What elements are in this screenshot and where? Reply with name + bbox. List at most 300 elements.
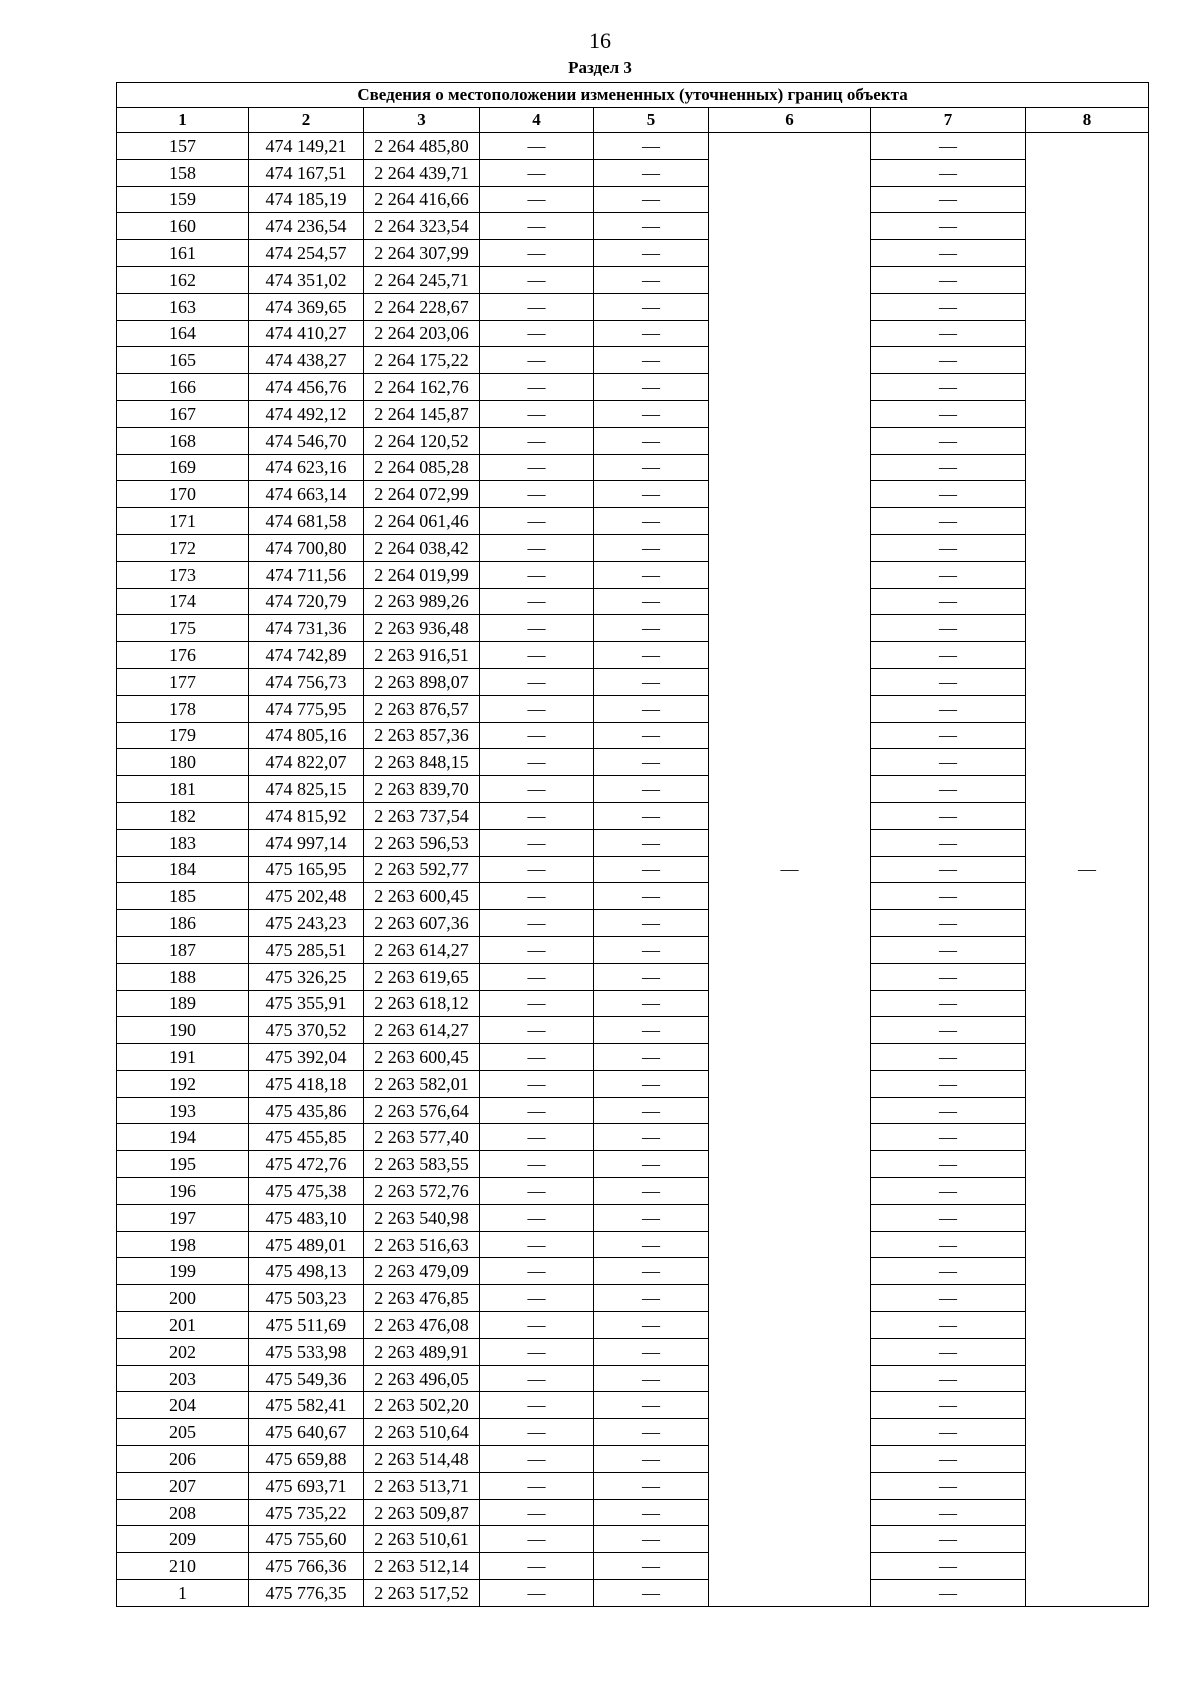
point-number-cell: 198 <box>117 1231 249 1258</box>
column-7-cell: — <box>871 454 1026 481</box>
column-7-cell: — <box>871 1526 1026 1553</box>
coordinate-y-cell: 2 263 583,55 <box>364 1151 480 1178</box>
table-row <box>117 1044 1149 1071</box>
column-7-cell: — <box>871 1285 1026 1312</box>
point-number-cell: 179 <box>117 722 249 749</box>
column-7-cell: — <box>871 133 1026 160</box>
coordinate-x-cell: 474 546,70 <box>249 427 364 454</box>
coordinate-x-cell: 475 243,23 <box>249 910 364 937</box>
column-4-cell: — <box>480 802 594 829</box>
coordinate-y-cell: 2 263 614,27 <box>364 936 480 963</box>
point-number-cell: 201 <box>117 1312 249 1339</box>
column-7-cell: — <box>871 240 1026 267</box>
column-4-cell: — <box>480 1070 594 1097</box>
column-4-cell: — <box>480 1392 594 1419</box>
coordinate-y-cell: 2 264 228,67 <box>364 293 480 320</box>
point-number-cell: 181 <box>117 776 249 803</box>
point-number-cell: 194 <box>117 1124 249 1151</box>
coordinate-y-cell: 2 264 085,28 <box>364 454 480 481</box>
table-row <box>117 213 1149 240</box>
column-7-cell: — <box>871 320 1026 347</box>
column-7-cell: — <box>871 1446 1026 1473</box>
column-4-cell: — <box>480 668 594 695</box>
column-7-cell: — <box>871 1338 1026 1365</box>
column-5-cell: — <box>594 534 709 561</box>
table-row <box>117 186 1149 213</box>
coordinate-x-cell: 474 711,56 <box>249 561 364 588</box>
column-4-cell: — <box>480 1231 594 1258</box>
column-header-row <box>117 108 1149 133</box>
point-number-cell: 190 <box>117 1017 249 1044</box>
column-7-cell: — <box>871 668 1026 695</box>
table-caption-row <box>117 83 1149 108</box>
coordinate-y-cell: 2 264 019,99 <box>364 561 480 588</box>
coordinate-x-cell: 475 370,52 <box>249 1017 364 1044</box>
column-7-cell: — <box>871 534 1026 561</box>
coordinate-x-cell: 475 640,67 <box>249 1419 364 1446</box>
column-header: 7 <box>871 108 1026 133</box>
coordinate-x-cell: 474 756,73 <box>249 668 364 695</box>
table-row <box>117 534 1149 561</box>
column-5-cell: — <box>594 1446 709 1473</box>
coordinate-x-cell: 474 167,51 <box>249 159 364 186</box>
column-7-cell: — <box>871 1553 1026 1580</box>
table-row <box>117 1553 1149 1580</box>
coordinate-y-cell: 2 263 876,57 <box>364 695 480 722</box>
coordinate-y-cell: 2 264 203,06 <box>364 320 480 347</box>
column-7-cell: — <box>871 1044 1026 1071</box>
table-row <box>117 266 1149 293</box>
column-4-cell: — <box>480 1097 594 1124</box>
coordinate-y-cell: 2 264 485,80 <box>364 133 480 160</box>
table-row <box>117 883 1149 910</box>
column-4-cell: — <box>480 1124 594 1151</box>
table-caption: Сведения о местоположении измененных (уточненных) границ объекта <box>117 83 1149 108</box>
column-4-cell: — <box>480 722 594 749</box>
table-row <box>117 668 1149 695</box>
coordinate-x-cell: 474 731,36 <box>249 615 364 642</box>
coordinate-x-cell: 474 254,57 <box>249 240 364 267</box>
boundary-coordinates-table <box>116 82 1149 1607</box>
column-4-cell: — <box>480 1258 594 1285</box>
column-7-cell: — <box>871 159 1026 186</box>
coordinate-y-cell: 2 263 510,61 <box>364 1526 480 1553</box>
column-5-cell: — <box>594 642 709 669</box>
table-row <box>117 615 1149 642</box>
column-5-cell: — <box>594 1204 709 1231</box>
coordinate-y-cell: 2 264 307,99 <box>364 240 480 267</box>
coordinate-y-cell: 2 263 592,77 <box>364 856 480 883</box>
column-4-cell: — <box>480 561 594 588</box>
coordinate-x-cell: 475 165,95 <box>249 856 364 883</box>
coordinate-y-cell: 2 263 489,91 <box>364 1338 480 1365</box>
coordinate-y-cell: 2 264 072,99 <box>364 481 480 508</box>
coordinate-x-cell: 475 755,60 <box>249 1526 364 1553</box>
coordinate-x-cell: 474 822,07 <box>249 749 364 776</box>
coordinate-y-cell: 2 263 600,45 <box>364 1044 480 1071</box>
column-4-cell: — <box>480 695 594 722</box>
column-7-cell: — <box>871 1312 1026 1339</box>
column-5-cell: — <box>594 240 709 267</box>
coordinate-y-cell: 2 264 175,22 <box>364 347 480 374</box>
coordinate-x-cell: 475 582,41 <box>249 1392 364 1419</box>
column-7-cell: — <box>871 1231 1026 1258</box>
column-5-cell: — <box>594 856 709 883</box>
column-7-cell: — <box>871 615 1026 642</box>
coordinate-y-cell: 2 263 614,27 <box>364 1017 480 1044</box>
column-7-cell: — <box>871 883 1026 910</box>
table-row <box>117 400 1149 427</box>
column-5-cell: — <box>594 481 709 508</box>
coordinate-y-cell: 2 263 619,65 <box>364 963 480 990</box>
column-5-cell: — <box>594 776 709 803</box>
column-4-cell: — <box>480 1419 594 1446</box>
table-row <box>117 1446 1149 1473</box>
column-7-cell: — <box>871 695 1026 722</box>
table-row <box>117 508 1149 535</box>
column-5-cell: — <box>594 1392 709 1419</box>
column-5-cell: — <box>594 186 709 213</box>
coordinate-y-cell: 2 263 512,14 <box>364 1553 480 1580</box>
point-number-cell: 160 <box>117 213 249 240</box>
coordinate-x-cell: 474 351,02 <box>249 266 364 293</box>
point-number-cell: 171 <box>117 508 249 535</box>
table-row <box>117 1017 1149 1044</box>
column-5-cell: — <box>594 561 709 588</box>
column-5-cell: — <box>594 159 709 186</box>
coordinate-x-cell: 474 825,15 <box>249 776 364 803</box>
table-row <box>117 1204 1149 1231</box>
column-7-cell: — <box>871 481 1026 508</box>
column-5-cell: — <box>594 1151 709 1178</box>
point-number-cell: 177 <box>117 668 249 695</box>
column-5-cell: — <box>594 1097 709 1124</box>
table-row <box>117 159 1149 186</box>
table-row <box>117 1151 1149 1178</box>
coordinate-y-cell: 2 264 145,87 <box>364 400 480 427</box>
coordinate-y-cell: 2 263 576,64 <box>364 1097 480 1124</box>
column-7-cell: — <box>871 427 1026 454</box>
point-number-cell: 184 <box>117 856 249 883</box>
table-row <box>117 481 1149 508</box>
column-4-cell: — <box>480 1472 594 1499</box>
column-header: 4 <box>480 108 594 133</box>
column-5-cell: — <box>594 1338 709 1365</box>
column-5-cell: — <box>594 266 709 293</box>
coordinate-x-cell: 475 326,25 <box>249 963 364 990</box>
column-7-cell: — <box>871 1392 1026 1419</box>
point-number-cell: 185 <box>117 883 249 910</box>
coordinate-x-cell: 475 549,36 <box>249 1365 364 1392</box>
column-4-cell: — <box>480 427 594 454</box>
table-row <box>117 1258 1149 1285</box>
column-4-cell: — <box>480 347 594 374</box>
column-5-cell: — <box>594 695 709 722</box>
coordinate-x-cell: 475 355,91 <box>249 990 364 1017</box>
table-row <box>117 1580 1149 1607</box>
column-5-cell: — <box>594 1258 709 1285</box>
column-header: 6 <box>709 108 871 133</box>
column-7-cell: — <box>871 293 1026 320</box>
column-4-cell: — <box>480 883 594 910</box>
column-5-cell: — <box>594 133 709 160</box>
column-4-cell: — <box>480 1365 594 1392</box>
point-number-cell: 183 <box>117 829 249 856</box>
column-7-cell: — <box>871 588 1026 615</box>
coordinate-x-cell: 475 659,88 <box>249 1446 364 1473</box>
column-4-cell: — <box>480 508 594 535</box>
table-row <box>117 293 1149 320</box>
coordinate-y-cell: 2 263 510,64 <box>364 1419 480 1446</box>
coordinate-y-cell: 2 263 582,01 <box>364 1070 480 1097</box>
coordinate-y-cell: 2 263 936,48 <box>364 615 480 642</box>
column-7-cell: — <box>871 186 1026 213</box>
column-5-cell: — <box>594 963 709 990</box>
table-row <box>117 1472 1149 1499</box>
coordinate-x-cell: 474 663,14 <box>249 481 364 508</box>
column-7-cell: — <box>871 561 1026 588</box>
coordinate-y-cell: 2 263 514,48 <box>364 1446 480 1473</box>
column-5-cell: — <box>594 668 709 695</box>
column-4-cell: — <box>480 1204 594 1231</box>
table-row <box>117 1419 1149 1446</box>
table-row <box>117 749 1149 776</box>
column-7-cell: — <box>871 1258 1026 1285</box>
column-7-cell: — <box>871 400 1026 427</box>
column-7-cell: — <box>871 829 1026 856</box>
coordinate-y-cell: 2 264 245,71 <box>364 266 480 293</box>
table-row <box>117 427 1149 454</box>
column-5-cell: — <box>594 1312 709 1339</box>
column-5-cell: — <box>594 722 709 749</box>
column-5-cell: — <box>594 508 709 535</box>
column-4-cell: — <box>480 1312 594 1339</box>
point-number-cell: 192 <box>117 1070 249 1097</box>
point-number-cell: 172 <box>117 534 249 561</box>
column-5-cell: — <box>594 1231 709 1258</box>
page-number: 16 <box>589 28 611 53</box>
column-4-cell: — <box>480 936 594 963</box>
point-number-cell: 189 <box>117 990 249 1017</box>
column-7-cell: — <box>871 1365 1026 1392</box>
column-7-cell: — <box>871 642 1026 669</box>
column-8-merged-cell: — <box>1026 133 1149 1607</box>
column-4-cell: — <box>480 1044 594 1071</box>
coordinate-x-cell: 475 392,04 <box>249 1044 364 1071</box>
table-row <box>117 910 1149 937</box>
column-4-cell: — <box>480 776 594 803</box>
table-row <box>117 1392 1149 1419</box>
coordinate-y-cell: 2 263 513,71 <box>364 1472 480 1499</box>
point-number-cell: 206 <box>117 1446 249 1473</box>
column-4-cell: — <box>480 481 594 508</box>
column-4-cell: — <box>480 829 594 856</box>
column-4-cell: — <box>480 186 594 213</box>
table-row <box>117 1312 1149 1339</box>
column-5-cell: — <box>594 1017 709 1044</box>
column-4-cell: — <box>480 534 594 561</box>
coordinate-x-cell: 475 503,23 <box>249 1285 364 1312</box>
coordinate-y-cell: 2 263 509,87 <box>364 1499 480 1526</box>
column-7-cell: — <box>871 722 1026 749</box>
table-row <box>117 454 1149 481</box>
point-number-cell: 173 <box>117 561 249 588</box>
coordinate-y-cell: 2 264 061,46 <box>364 508 480 535</box>
column-5-cell: — <box>594 936 709 963</box>
column-5-cell: — <box>594 1070 709 1097</box>
coordinate-x-cell: 475 533,98 <box>249 1338 364 1365</box>
point-number-cell: 186 <box>117 910 249 937</box>
column-5-cell: — <box>594 883 709 910</box>
column-5-cell: — <box>594 1419 709 1446</box>
coordinate-x-cell: 474 236,54 <box>249 213 364 240</box>
column-7-cell: — <box>871 990 1026 1017</box>
column-4-cell: — <box>480 1178 594 1205</box>
table-row <box>117 722 1149 749</box>
table-row <box>117 1070 1149 1097</box>
column-7-cell: — <box>871 1097 1026 1124</box>
column-7-cell: — <box>871 936 1026 963</box>
column-5-cell: — <box>594 802 709 829</box>
table-row <box>117 642 1149 669</box>
coordinate-x-cell: 475 202,48 <box>249 883 364 910</box>
point-number-cell: 208 <box>117 1499 249 1526</box>
coordinate-y-cell: 2 263 898,07 <box>364 668 480 695</box>
coordinate-x-cell: 474 185,19 <box>249 186 364 213</box>
point-number-cell: 159 <box>117 186 249 213</box>
coordinate-x-cell: 475 776,35 <box>249 1580 364 1607</box>
coordinate-x-cell: 475 483,10 <box>249 1204 364 1231</box>
point-number-cell: 180 <box>117 749 249 776</box>
table-row <box>117 936 1149 963</box>
point-number-cell: 188 <box>117 963 249 990</box>
coordinate-y-cell: 2 263 517,52 <box>364 1580 480 1607</box>
column-7-cell: — <box>871 1419 1026 1446</box>
table-row <box>117 695 1149 722</box>
column-4-cell: — <box>480 1285 594 1312</box>
coordinate-y-cell: 2 263 916,51 <box>364 642 480 669</box>
point-number-cell: 210 <box>117 1553 249 1580</box>
column-header: 8 <box>1026 108 1149 133</box>
table-row <box>117 1365 1149 1392</box>
column-5-cell: — <box>594 615 709 642</box>
column-7-cell: — <box>871 856 1026 883</box>
table-row <box>117 1124 1149 1151</box>
point-number-cell: 203 <box>117 1365 249 1392</box>
point-number-cell: 168 <box>117 427 249 454</box>
point-number-cell: 158 <box>117 159 249 186</box>
coordinate-y-cell: 2 263 596,53 <box>364 829 480 856</box>
column-5-cell: — <box>594 1285 709 1312</box>
point-number-cell: 169 <box>117 454 249 481</box>
coordinate-x-cell: 475 475,38 <box>249 1178 364 1205</box>
column-4-cell: — <box>480 856 594 883</box>
column-4-cell: — <box>480 990 594 1017</box>
column-7-cell: — <box>871 963 1026 990</box>
table-row <box>117 1178 1149 1205</box>
column-5-cell: — <box>594 1580 709 1607</box>
point-number-cell: 182 <box>117 802 249 829</box>
table-row <box>117 588 1149 615</box>
column-4-cell: — <box>480 588 594 615</box>
coordinate-y-cell: 2 263 618,12 <box>364 990 480 1017</box>
point-number-cell: 157 <box>117 133 249 160</box>
column-7-cell: — <box>871 776 1026 803</box>
coordinate-x-cell: 475 498,13 <box>249 1258 364 1285</box>
column-7-cell: — <box>871 1204 1026 1231</box>
column-7-cell: — <box>871 1151 1026 1178</box>
coordinate-y-cell: 2 263 476,08 <box>364 1312 480 1339</box>
table-row <box>117 1526 1149 1553</box>
point-number-cell: 176 <box>117 642 249 669</box>
coordinate-y-cell: 2 263 857,36 <box>364 722 480 749</box>
coordinate-y-cell: 2 263 502,20 <box>364 1392 480 1419</box>
column-5-cell: — <box>594 588 709 615</box>
coordinate-y-cell: 2 263 839,70 <box>364 776 480 803</box>
coordinate-y-cell: 2 263 737,54 <box>364 802 480 829</box>
point-number-cell: 196 <box>117 1178 249 1205</box>
column-4-cell: — <box>480 240 594 267</box>
coordinate-y-cell: 2 263 848,15 <box>364 749 480 776</box>
column-5-cell: — <box>594 1472 709 1499</box>
coordinate-x-cell: 474 410,27 <box>249 320 364 347</box>
coordinate-x-cell: 474 775,95 <box>249 695 364 722</box>
table-row <box>117 1338 1149 1365</box>
coordinate-y-cell: 2 263 577,40 <box>364 1124 480 1151</box>
coordinate-x-cell: 475 455,85 <box>249 1124 364 1151</box>
point-number-cell: 193 <box>117 1097 249 1124</box>
column-4-cell: — <box>480 615 594 642</box>
coordinate-x-cell: 475 435,86 <box>249 1097 364 1124</box>
column-7-cell: — <box>871 1124 1026 1151</box>
table-row <box>117 561 1149 588</box>
point-number-cell: 178 <box>117 695 249 722</box>
coordinate-y-cell: 2 264 323,54 <box>364 213 480 240</box>
column-6-merged-cell: — <box>709 133 871 1607</box>
coordinate-y-cell: 2 263 496,05 <box>364 1365 480 1392</box>
coordinate-x-cell: 475 489,01 <box>249 1231 364 1258</box>
column-4-cell: — <box>480 749 594 776</box>
column-7-cell: — <box>871 1580 1026 1607</box>
table-row <box>117 829 1149 856</box>
column-5-cell: — <box>594 990 709 1017</box>
column-5-cell: — <box>594 374 709 401</box>
column-5-cell: — <box>594 1044 709 1071</box>
column-header: 1 <box>117 108 249 133</box>
column-5-cell: — <box>594 293 709 320</box>
column-5-cell: — <box>594 1499 709 1526</box>
column-5-cell: — <box>594 1526 709 1553</box>
coordinate-x-cell: 475 418,18 <box>249 1070 364 1097</box>
column-5-cell: — <box>594 454 709 481</box>
table-body <box>117 133 1149 1607</box>
coordinate-x-cell: 475 285,51 <box>249 936 364 963</box>
coordinate-x-cell: 475 766,36 <box>249 1553 364 1580</box>
coordinate-y-cell: 2 263 516,63 <box>364 1231 480 1258</box>
coordinate-x-cell: 474 369,65 <box>249 293 364 320</box>
point-number-cell: 205 <box>117 1419 249 1446</box>
coordinate-y-cell: 2 263 989,26 <box>364 588 480 615</box>
column-header: 3 <box>364 108 480 133</box>
coordinate-y-cell: 2 264 439,71 <box>364 159 480 186</box>
column-7-cell: — <box>871 1472 1026 1499</box>
column-7-cell: — <box>871 1017 1026 1044</box>
coordinate-x-cell: 474 720,79 <box>249 588 364 615</box>
point-number-cell: 195 <box>117 1151 249 1178</box>
column-5-cell: — <box>594 427 709 454</box>
table-row <box>117 990 1149 1017</box>
column-4-cell: — <box>480 910 594 937</box>
